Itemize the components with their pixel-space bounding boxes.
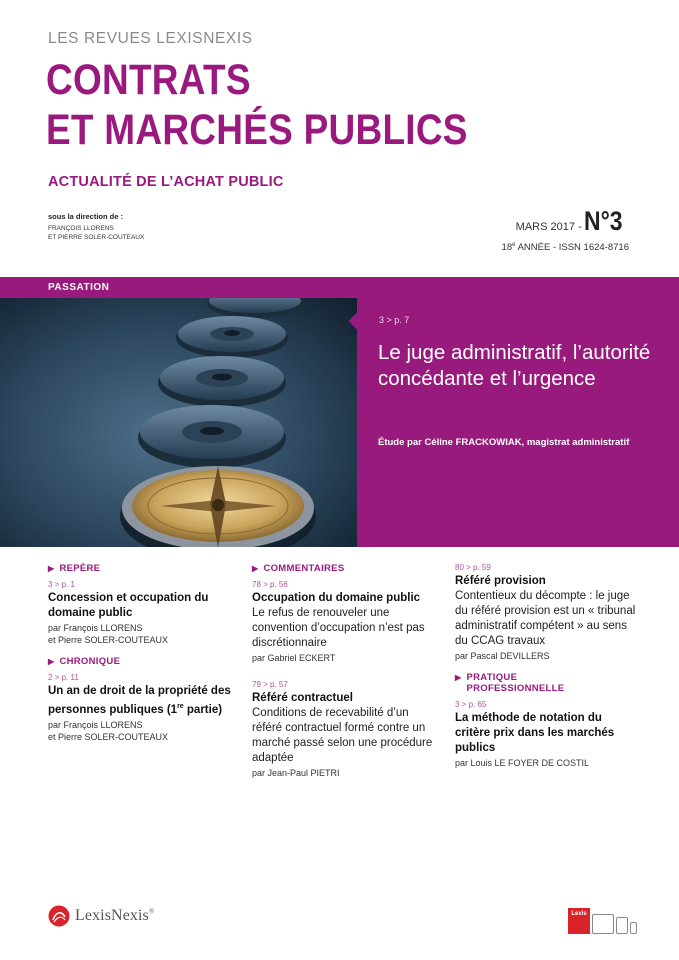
series-name: LES REVUES LEXISNEXIS: [48, 30, 253, 47]
digital-access-badge: [568, 908, 637, 934]
article-reference: 3 > p. 1: [48, 580, 75, 589]
journal-title-line2: ET MARCHÉS PUBLICS: [46, 106, 468, 154]
gear-3-icon: [176, 316, 288, 358]
gear-2-icon: [158, 356, 286, 407]
desktop-icon: [592, 914, 614, 934]
author-line1: par François LLORENS: [48, 719, 143, 730]
article-description: Conditions de recevabilité d’un référé contractuel formé contre un marché passé selon une procédure adaptée: [252, 707, 433, 764]
article-title-end: partie): [183, 703, 223, 716]
issue-date: MARS 2017 -: [515, 221, 582, 233]
issue-number: N°3: [583, 206, 623, 236]
article-title-text: Un an de droit de la propriété des personnes publiques (1: [48, 685, 231, 716]
publisher-name: [75, 907, 154, 925]
toc-column-2: [252, 563, 437, 779]
article-author: [48, 719, 233, 743]
article-reference: 78 > p. 56: [252, 580, 288, 589]
direction-heading: sous la direction de :: [48, 212, 124, 221]
issue-meta: [502, 242, 629, 253]
registered-mark: ®: [148, 907, 155, 916]
author-line2: et Pierre SOLER-COUTEAUX: [48, 731, 169, 742]
toc-column-3: [455, 563, 640, 769]
section-label: [466, 672, 564, 694]
article-title[interactable]: Concession et occupation du domaine public: [48, 592, 209, 619]
lead-article-title[interactable]: Le juge administratif, l’autorité concédante et l’urgence: [378, 341, 651, 390]
issue-year-rest: ANNÉE - ISSN 1624-8716: [515, 242, 629, 254]
section-heading-pratique-professionnelle: [455, 672, 640, 694]
toc-column-1: [48, 563, 233, 743]
article-title[interactable]: Référé contractuel: [252, 692, 353, 704]
phone-icon: [630, 922, 637, 934]
issue-header: [516, 206, 629, 237]
triangle-bullet-icon: ▶: [48, 564, 55, 573]
direction-names: [48, 224, 144, 242]
section-heading-repere: [48, 563, 233, 574]
author-line2: et Pierre SOLER-COUTEAUX: [48, 635, 169, 645]
article-description: Le refus de renouveler une convention d’occupation n’est pas discrétionnaire: [252, 607, 425, 649]
article-title[interactable]: Occupation du domaine public: [252, 592, 421, 604]
issue-year-suffix: e: [512, 242, 516, 248]
lead-reference: 3 > p. 7: [379, 315, 410, 325]
direction-line2: ET PIERRE SOLER-COUTEAUX: [48, 234, 145, 241]
publisher-logo: [48, 905, 154, 927]
lexisnexis-emblem-icon: [48, 905, 70, 927]
section-label: REPÈRE: [59, 563, 101, 574]
article-title[interactable]: La méthode de notation du critère prix dans les marchés publics: [455, 712, 615, 754]
lead-byline: Étude par Céline FRACKOWIAK, magistrat administratif: [378, 437, 630, 448]
gear-1-icon: [138, 405, 286, 468]
section-heading-chronique: [48, 656, 233, 667]
article-reference: 3 > p. 65: [455, 700, 487, 709]
article-title[interactable]: [48, 684, 233, 718]
article-author: par Gabriel ECKERT: [252, 653, 336, 663]
triangle-bullet-icon: ▶: [48, 657, 55, 666]
triangle-bullet-icon: ▶: [252, 564, 259, 573]
article-title[interactable]: Référé provision: [455, 575, 546, 587]
triangle-bullet-icon: ▶: [455, 673, 462, 682]
article-reference: 79 > p. 57: [252, 680, 288, 689]
article-author: [48, 622, 233, 646]
article-author: par Jean-Paul PIETRI: [252, 768, 340, 778]
gears-compass-illustration: [0, 298, 357, 547]
issue-year-number: 18: [501, 242, 513, 254]
journal-subtitle: ACTUALITÉ DE L’ACHAT PUBLIC: [48, 174, 284, 190]
section-label: CHRONIQUE: [59, 656, 121, 667]
section-label-line1: PRATIQUE: [466, 672, 518, 683]
author-line1: par François LLORENS: [48, 623, 143, 633]
article-reference: 80 > p. 59: [455, 563, 491, 572]
article-title-superscript: re: [177, 703, 184, 710]
article-author: par Louis LE FOYER DE COSTIL: [455, 758, 590, 768]
section-label: COMMENTAIRES: [263, 563, 345, 574]
journal-title-line1: CONTRATS: [46, 56, 251, 104]
article-author: par Pascal DEVILLERS: [455, 651, 550, 661]
publisher-name-text: LexisNexis: [75, 907, 149, 924]
lead-section-label: PASSATION: [48, 282, 110, 293]
article-reference: 2 > p. 11: [48, 673, 79, 682]
section-label-line2: PROFESSIONNELLE: [466, 683, 565, 694]
section-heading-commentaires: [252, 563, 437, 574]
lexis-badge: Lexis: [568, 908, 590, 934]
tablet-icon: [616, 917, 628, 934]
direction-line1: FRANÇOIS LLORENS: [48, 225, 114, 232]
cover-photo-gears-compass: [0, 298, 357, 547]
article-description: Contentieux du décompte : le juge du référé provision est un « tribunal administratif compétent » au sens du CCAG travaux: [455, 590, 636, 647]
